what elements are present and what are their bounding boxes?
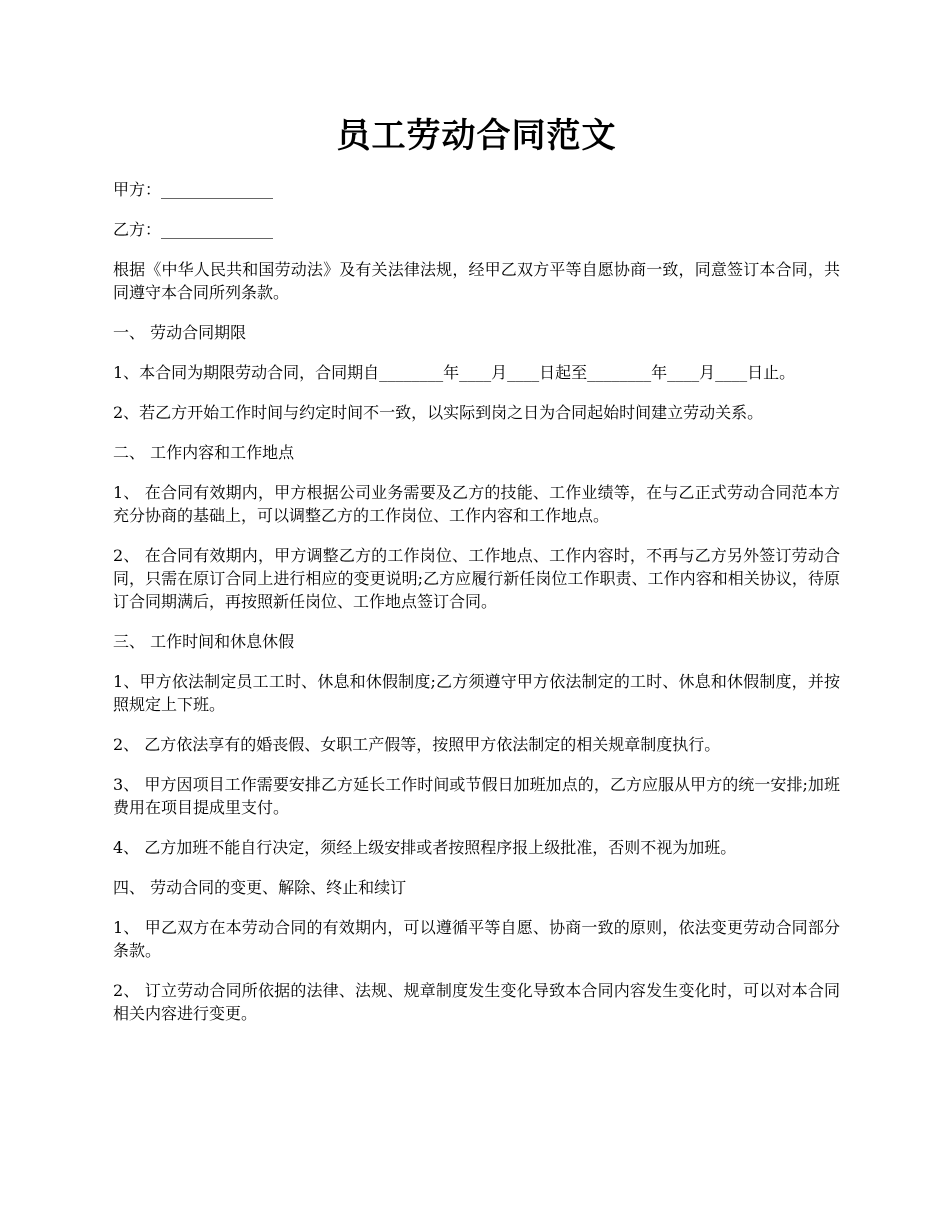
clause-paragraph: 1、 在合同有效期内，甲方根据公司业务需要及乙方的技能、工作业绩等，在与乙正式劳动合同范本方充分协商的基础上，可以调整乙方的工作岗位、工作内容和工作地点。 [113,483,840,525]
clause-paragraph: 2、 在合同有效期内，甲方调整乙方的工作岗位、工作地点、工作内容时，不再与乙方另外签订劳动合同，只需在原订合同上进行相应的变更说明;乙方应履行新任岗位工作职责、工作内容和相关协议，待原订合同期满后，再按照新任岗位、工作地点签订合同。 [113,546,840,611]
party-a-line: 甲方：______________ [113,180,274,199]
clause-paragraph: 1、本合同为期限劳动合同，合同期自________年____月____日起至________年____月____日止。 [113,363,796,382]
clause-paragraph: 1、 甲乙双方在本劳动合同的有效期内，可以遵循平等自愿、协商一致的原则，依法变更劳动合同部分条款。 [113,918,840,960]
clause-paragraph: 4、 乙方加班不能自行决定，须经上级安排或者按照程序报上级批准，否则不视为加班。 [113,838,737,857]
document-content [113,112,840,1042]
document-title: 员工劳动合同范文 [336,116,617,156]
clause-paragraph: 1、甲方依法制定员工工时、休息和休假制度;乙方须遵守甲方依法制定的工时、休息和休假制度，并按照规定上下班。 [113,672,840,714]
section-heading: 一、 劳动合同期限 [113,323,247,342]
party-b-line: 乙方：______________ [113,220,274,239]
clause-paragraph: 2、 乙方依法享有的婚丧假、女职工产假等，按照甲方依法制定的相关规章制度执行。 [113,735,721,754]
clause-paragraph: 2、 订立劳动合同所依据的法律、法规、规章制度发生变化导致本合同内容发生变化时，可以对本合同相关内容进行变更。 [113,981,840,1023]
section-heading: 四、 劳动合同的变更、解除、终止和续订 [113,878,407,897]
section-heading: 二、 工作内容和工作地点 [113,443,295,462]
section-heading: 三、 工作时间和休息休假 [113,632,295,651]
clause-paragraph: 3、 甲方因项目工作需要安排乙方延长工作时间或节假日加班加点的，乙方应服从甲方的统一安排;加班费用在项目提成里支付。 [113,775,840,817]
clause-paragraph: 2、若乙方开始工作时间与约定时间不一致，以实际到岗之日为合同起始时间建立劳动关系。 [113,403,764,422]
intro-paragraph: 根据《中华人民共和国劳动法》及有关法律法规，经甲乙双方平等自愿协商一致，同意签订本合同，共同遵守本合同所列条款。 [113,260,840,302]
